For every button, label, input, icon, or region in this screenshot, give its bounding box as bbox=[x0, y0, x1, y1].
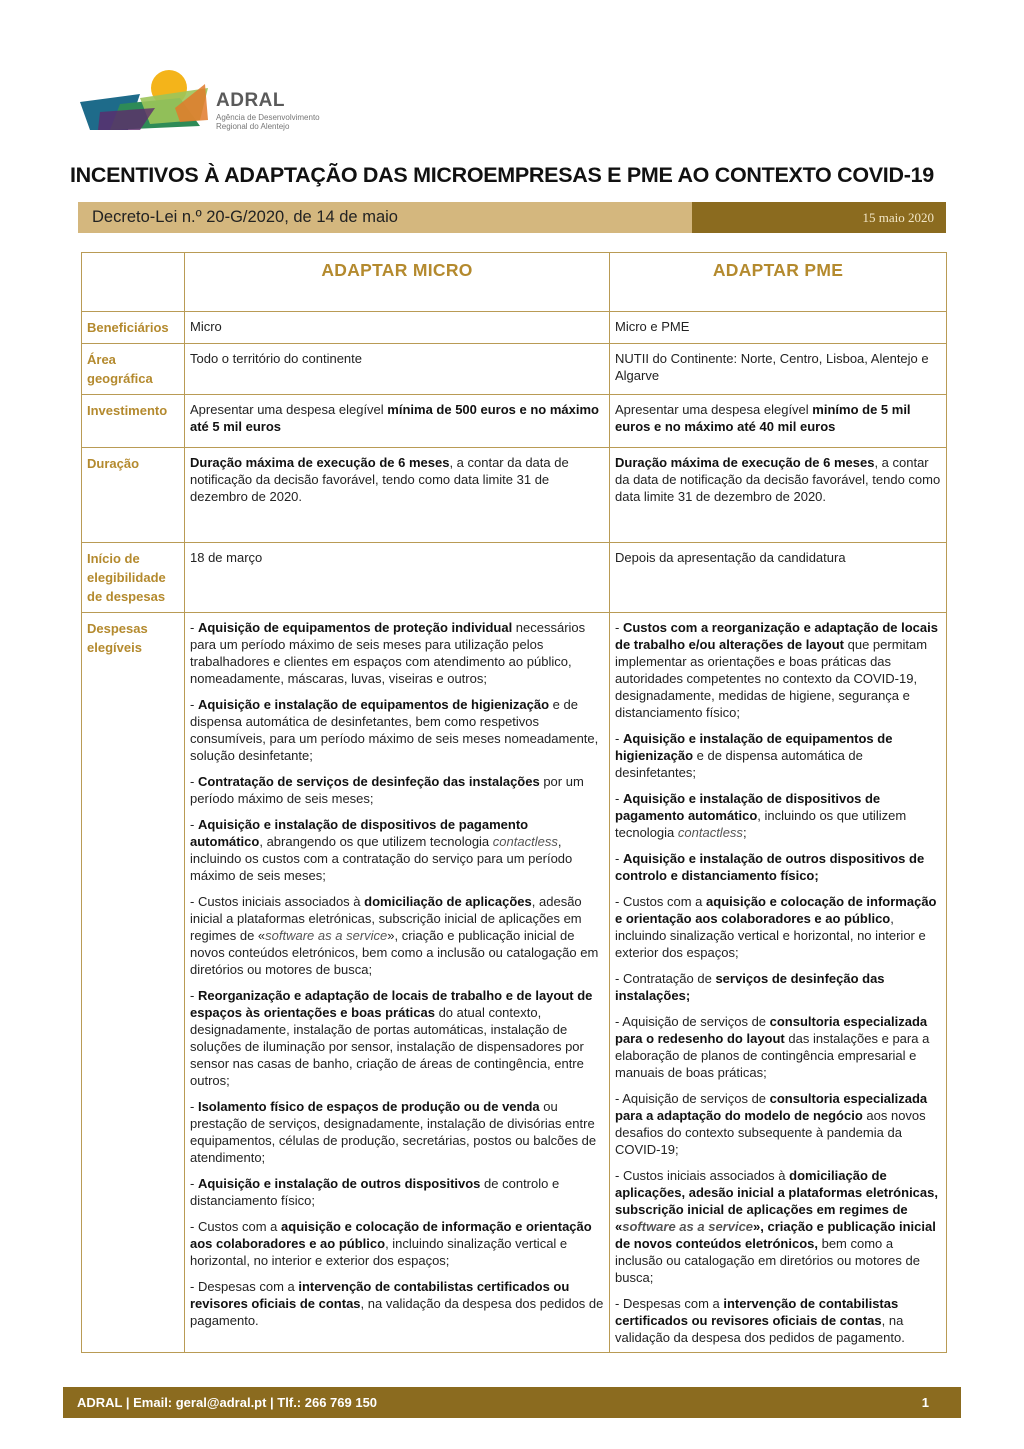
investimento-micro: Apresentar uma despesa elegível mínima de 500 euros e no máximo até 5 mil euros bbox=[185, 395, 610, 448]
row-label-beneficiarios: Beneficiários bbox=[82, 312, 185, 344]
despesas-micro-list bbox=[185, 613, 610, 1353]
list-item: - Isolamento físico de espaços de produção ou de venda ou prestação de serviços, designadamente, instalação de divisórias entre equipamentos, células de produção, secretárias, postos ou balcões de atendimento; bbox=[190, 1099, 597, 1165]
duracao-pme: Duração máxima de execução de 6 meses, a contar da data de notificação da decisão favorável, tendo como data limite 31 de dezembro de 2020. bbox=[610, 448, 947, 543]
header-empty bbox=[82, 253, 185, 312]
list-item: - Aquisição de equipamentos de proteção individual necessários para um período máximo de seis meses para utilização pelos trabalhadores e clientes em espaços com atendimento ao público, nomeadamente, máscaras, luvas, viseiras e outros; bbox=[190, 620, 586, 686]
beneficiarios-micro: Micro bbox=[185, 312, 610, 344]
list-item: - Custos iniciais associados à domiciliação de aplicações, adesão inicial a plataformas eletrónicas, subscrição inicial de aplicações em regimes de «software as a service», criação e publicação inicial de novos conteúdos eletrónicos, bem como a inclusão ou catalogação em diretórios ou motores de busca; bbox=[190, 894, 599, 977]
list-item: - Aquisição e instalação de dispositivos de pagamento automático, incluindo os que utilizem tecnologia contactless; bbox=[615, 791, 907, 840]
logo-wordmark: ADRAL bbox=[216, 90, 285, 111]
row-label-area: Área geográfica bbox=[82, 344, 185, 395]
inicio-micro: 18 de março bbox=[185, 543, 610, 613]
investimento-pme: Apresentar uma despesa elegível minímo de 5 mil euros e no máximo até 40 mil euros bbox=[610, 395, 947, 448]
list-item: - Custos com a aquisição e colocação de informação e orientação aos colaboradores e ao público, incluindo sinalização vertical e horizontal, no interior e exterior dos espaços; bbox=[190, 1219, 592, 1268]
list-item: - Custos com a reorganização e adaptação de locais de trabalho e/ou alterações de layout que permitam implementar as orientações e boas práticas das autoridades competentes no contexto da COVID-19, designadamente, medidas de higiene, segurança e distanciamento físico; bbox=[615, 620, 938, 720]
list-item: - Aquisição e instalação de dispositivos de pagamento automático, abrangendo os que utilizem tecnologia contactless, incluindo os custos com a contratação do serviço para um período máximo de seis meses; bbox=[190, 817, 573, 883]
list-item: - Aquisição de serviços de consultoria especializada para a adaptação do modelo de negócio aos novos desafios do contexto subsequente à pandemia da COVID-19; bbox=[615, 1091, 928, 1157]
page-number: 1 bbox=[921, 1395, 929, 1410]
beneficiarios-pme: Micro e PME bbox=[610, 312, 947, 344]
row-label-investimento: Investimento bbox=[82, 395, 185, 448]
page-title: INCENTIVOS À ADAPTAÇÃO DAS MICROEMPRESAS E PME AO CONTEXTO COVID-19 bbox=[70, 163, 934, 187]
table-row bbox=[82, 448, 947, 543]
list-item: - Reorganização e adaptação de locais de trabalho e de layout de espaços às orientações e boas práticas do atual contexto, designadamente, instalação de portas automáticas, instalação de soluções de iluminação por sensor, instalação de dispensadores por sensor nas casas de banho, criação de áreas de contingência, entre outros; bbox=[190, 988, 593, 1088]
table-row bbox=[82, 344, 947, 395]
table-row bbox=[82, 312, 947, 344]
decree-bar bbox=[78, 202, 946, 233]
list-item: - Aquisição e instalação de equipamentos de higienização e de dispensa automática de desinfetantes, bem como respetivos consumíveis, para um período máximo de seis meses nomeadamente, solução desinfetante; bbox=[190, 697, 599, 763]
despesas-pme-list bbox=[610, 613, 947, 1353]
row-label-duracao: Duração bbox=[82, 448, 185, 543]
logo-subtitle: Agência de Desenvolvimento Regional do Alentejo bbox=[216, 113, 320, 131]
table-header-row bbox=[82, 253, 947, 312]
inicio-pme: Depois da apresentação da candidatura bbox=[610, 543, 947, 613]
list-item: - Aquisição e instalação de outros dispositivos de controlo e distanciamento físico; bbox=[615, 851, 925, 883]
table-row bbox=[82, 395, 947, 448]
list-item: - Contratação de serviços de desinfeção das instalações; bbox=[615, 971, 885, 1003]
list-item: - Aquisição e instalação de outros dispositivos de controlo e distanciamento físico; bbox=[190, 1176, 560, 1208]
footer-bar bbox=[63, 1387, 961, 1418]
header-adaptar-pme: ADAPTAR PME bbox=[610, 253, 947, 312]
table-row bbox=[82, 613, 947, 1353]
list-item: - Aquisição de serviços de consultoria especializada para o redesenho do layout das instalações e para a elaboração de planos de contingência empresarial e manuais de boas práticas; bbox=[615, 1014, 930, 1080]
table-row bbox=[82, 543, 947, 613]
duracao-micro: Duração máxima de execução de 6 meses, a contar da data de notificação da decisão favorável, tendo como data limite 31 de dezembro de 2020. bbox=[185, 448, 610, 543]
list-item: - Aquisição e instalação de equipamentos de higienização e de dispensa automática de desinfetantes; bbox=[615, 731, 893, 780]
list-item: - Despesas com a intervenção de contabilistas certificados ou revisores oficiais de contas, na validação da despesa dos pedidos de pagamento. bbox=[615, 1296, 905, 1345]
comparison-table bbox=[81, 252, 947, 1353]
list-item: - Contratação de serviços de desinfeção das instalações por um período máximo de seis meses; bbox=[190, 774, 584, 806]
list-item: - Custos com a aquisição e colocação de informação e orientação aos colaboradores e ao público, incluindo sinalização vertical e horizontal, no interior e exterior dos espaços; bbox=[615, 894, 937, 960]
header-adaptar-micro: ADAPTAR MICRO bbox=[185, 253, 610, 312]
list-item: - Despesas com a intervenção de contabilistas certificados ou revisores oficiais de contas, na validação da despesa dos pedidos de pagamento. bbox=[190, 1279, 604, 1328]
list-item: - Custos iniciais associados à domiciliação de aplicações, adesão inicial a plataformas eletrónicas, subscrição inicial de aplicações em regimes de «software as a service», criação e publicação inicial de novos conteúdos eletrónicos, bem como a inclusão ou catalogação em diretórios ou motores de busca; bbox=[615, 1168, 938, 1285]
decree-date: 15 maio 2020 bbox=[692, 202, 946, 233]
area-micro: Todo o território do continente bbox=[185, 344, 610, 395]
area-pme: NUTII do Continente: Norte, Centro, Lisboa, Alentejo e Algarve bbox=[610, 344, 947, 395]
decree-label: Decreto-Lei n.º 20-G/2020, de 14 de maio bbox=[78, 202, 692, 233]
footer-contact: ADRAL | Email: geral@adral.pt | Tlf.: 266 769 150 bbox=[77, 1395, 378, 1410]
row-label-inicio: Início de elegibilidade de despesas bbox=[82, 543, 185, 613]
row-label-despesas: Despesas elegíveis bbox=[82, 613, 185, 1353]
